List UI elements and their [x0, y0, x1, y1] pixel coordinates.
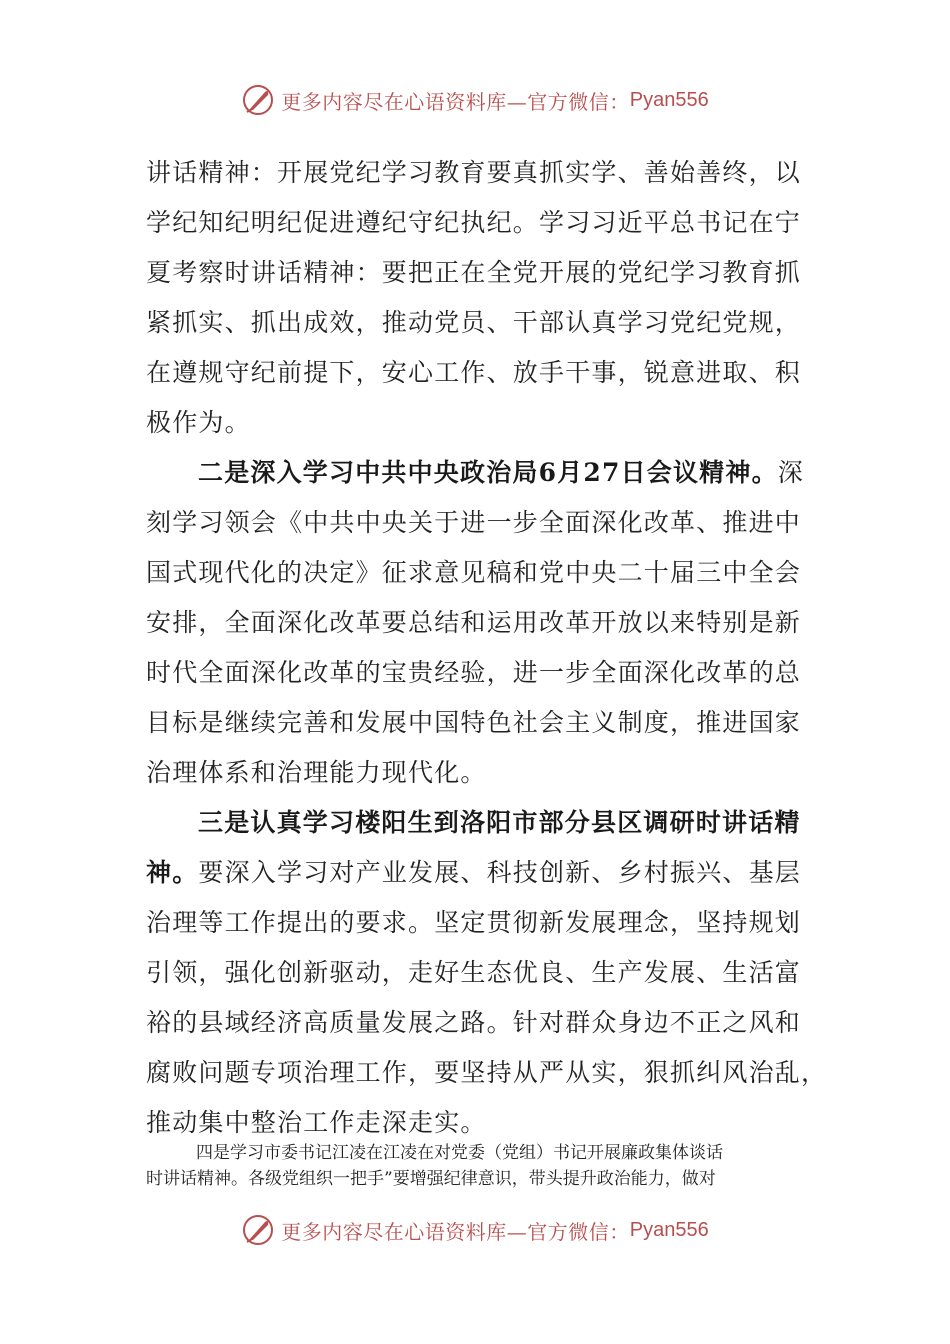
paragraph-3-line	[146, 848, 802, 898]
paragraph-1-line: 极作为。	[146, 408, 251, 437]
wechat-id: Pyan556	[629, 1218, 709, 1241]
paragraph-2-line: 国式现代化的决定》征求意见稿和党中央二十届三中全会	[146, 558, 802, 587]
paragraph-3-line: 治理等工作提出的要求。坚定贯彻新发展理念，坚持规划	[146, 908, 802, 937]
banner-text: 更多内容尽在心语资料库—官方微信：	[281, 89, 630, 114]
quill-logo-icon	[241, 1213, 275, 1247]
paragraph-4-line: 四是学习市委书记江凌在江凌在对党委（党组）书记开展廉政集体谈话	[196, 1143, 723, 1163]
paragraph-2-line: 安排，全面深化改革要总结和运用改革开放以来特别是新	[146, 608, 802, 637]
paragraph-4-line: 时讲话精神。各级党组织一把手”要增强纪律意识，带头提升政治能力，做对	[146, 1169, 716, 1189]
paragraph-3-line: 推动集中整治工作走深走实。	[146, 1108, 487, 1137]
paragraph-2-line: 刻学习领会《中共中央关于进一步全面深化改革、推进中	[146, 508, 802, 537]
paragraph-1-line: 夏考察时讲话精神：要把正在全党开展的党纪学习教育抓	[146, 258, 802, 287]
paragraph-1-line: 讲话精神：开展党纪学习教育要真抓实学、善始善终，以	[146, 158, 802, 187]
paragraph-3-line: 裕的县域经济高质量发展之路。针对群众身边不正之风和	[146, 1008, 802, 1037]
quill-logo-icon	[241, 83, 275, 117]
paragraph-2-line: 时代全面深化改革的宝贵经验，进一步全面深化改革的总	[146, 658, 802, 687]
paragraph-2-line: 目标是继续完善和发展中国特色社会主义制度，推进国家	[146, 708, 802, 737]
paragraph-2-text: 深	[777, 458, 804, 487]
paragraph-3-heading: 三是认真学习楼阳生到洛阳市部分县区调研时讲话精	[198, 808, 801, 837]
document-body	[146, 148, 828, 1148]
paragraph-3-line: 引领，强化创新驱动，走好生态优良、生产发展、生活富	[146, 958, 802, 987]
paragraph-2-heading-line	[146, 448, 804, 498]
paragraph-1-line: 在遵规守纪前提下，安心工作、放手干事，锐意进取、积	[146, 358, 802, 387]
wechat-id: Pyan556	[629, 88, 709, 111]
banner-text: 更多内容尽在心语资料库—官方微信：	[281, 1219, 630, 1244]
paragraph-3-heading-end: 神。	[146, 858, 199, 887]
paragraph-1-line: 紧抓实、抓出成效，推动党员、干部认真学习党纪党规，	[146, 308, 802, 337]
paragraph-3-line: 腐败问题专项治理工作，要坚持从严从实，狠抓纠风治乱，	[146, 1058, 828, 1087]
paragraph-3-text: 要深入学习对产业发展、科技创新、乡村振兴、基层	[198, 858, 802, 887]
paragraph-3-heading-line	[146, 798, 801, 848]
paragraph-1-line: 学纪知纪明纪促进遵纪守纪执纪。学习习近平总书记在宁	[146, 208, 802, 237]
paragraph-2-line: 治理体系和治理能力现代化。	[146, 758, 487, 787]
paragraph-2-heading: 二是深入学习中共中央政治局6月27日会议精神。	[198, 458, 778, 487]
header-banner	[0, 80, 950, 120]
footer-banner	[0, 1210, 950, 1250]
